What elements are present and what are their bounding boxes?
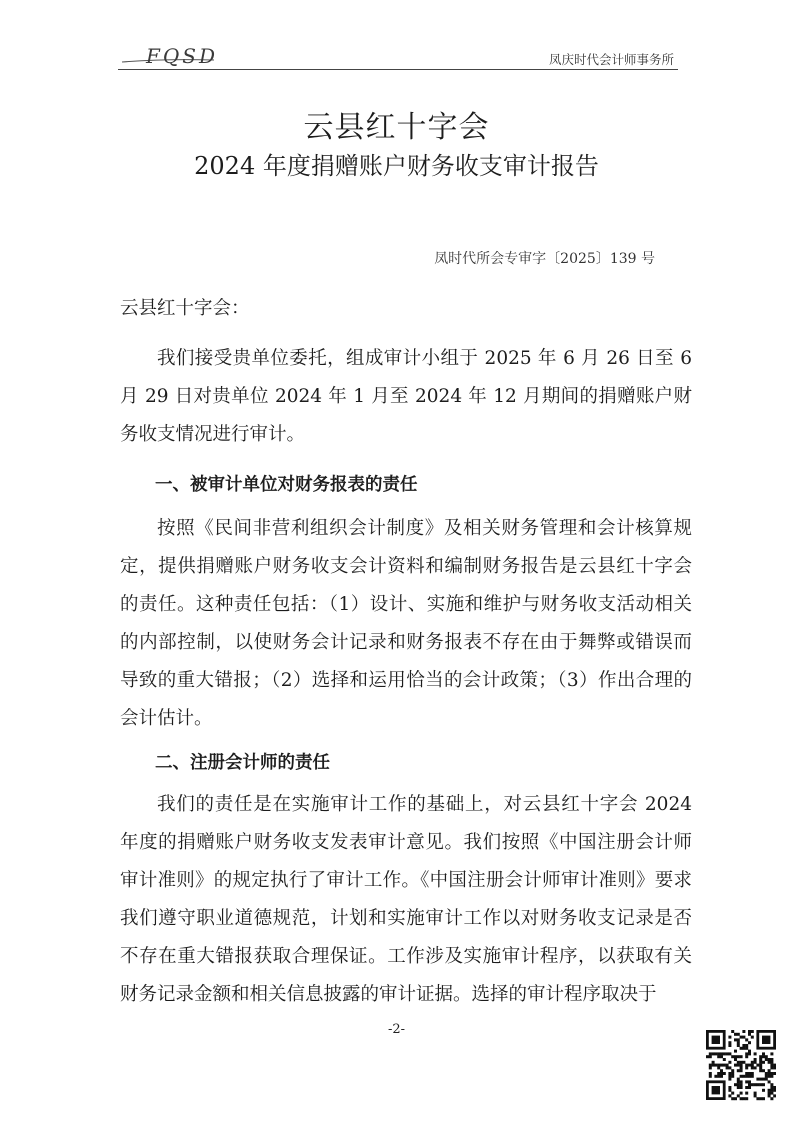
report-title-org: 云县红十字会: [303, 110, 490, 145]
page-number: -2-: [387, 1022, 406, 1037]
page-header: [118, 40, 678, 70]
firm-name: 凤庆时代会计师事务所: [548, 52, 674, 67]
header-rule: [118, 69, 678, 70]
salutation: 云县红十字会：: [120, 298, 250, 319]
section-1-paragraph: 按照《民间非营利组织会计制度》及相关财务管理和会计核算规定，提供捐赠账户财务收支会计资料和编制财务报告是云县红十字会的责任。这种责任包括：（1）设计、实施和维护与财务收支活动相关的内部控制，以使财务会计记录和财务报表不存在由于舞弊或错误而导致的重大错报；（2）选择和运用恰当的会计政策；（3）作出合理的会计估计。: [120, 518, 692, 729]
section-heading-2: 二、注册会计师的责任: [155, 753, 330, 773]
qr-code-icon: [706, 1030, 776, 1102]
svg-text:FQSD: FQSD: [146, 44, 219, 68]
firm-logo: [118, 44, 268, 68]
document-number: 凤时代所会专审字〔2025〕139 号: [434, 251, 655, 267]
section-heading-1: 一、被审计单位对财务报表的责任: [155, 475, 418, 495]
report-title: 2024 年度捐赠账户财务收支审计报告: [194, 152, 599, 180]
section-2-paragraph: 我们的责任是在实施审计工作的基础上，对云县红十字会 2024 年度的捐赠账户财务收支发表审计意见。我们按照《中国注册会计师审计准则》的规定执行了审计工作。《中国注册会计师审计准则》要求我们遵守职业道德规范，计划和实施审计工作以对财务收支记录是否不存在重大错报获取合理保证。工作涉及实施审计程序，以获取有关财务记录金额和相关信息披露的审计证据。选择的审计程序取决于: [120, 794, 692, 1005]
report-body: [120, 290, 692, 1014]
intro-paragraph: 我们接受贵单位委托，组成审计小组于 2025 年 6 月 26 日至 6 月 29 日对贵单位 2024 年 1 月至 2024 年 12 月期间的捐赠账户财务收支情况进行审计。: [120, 348, 692, 445]
